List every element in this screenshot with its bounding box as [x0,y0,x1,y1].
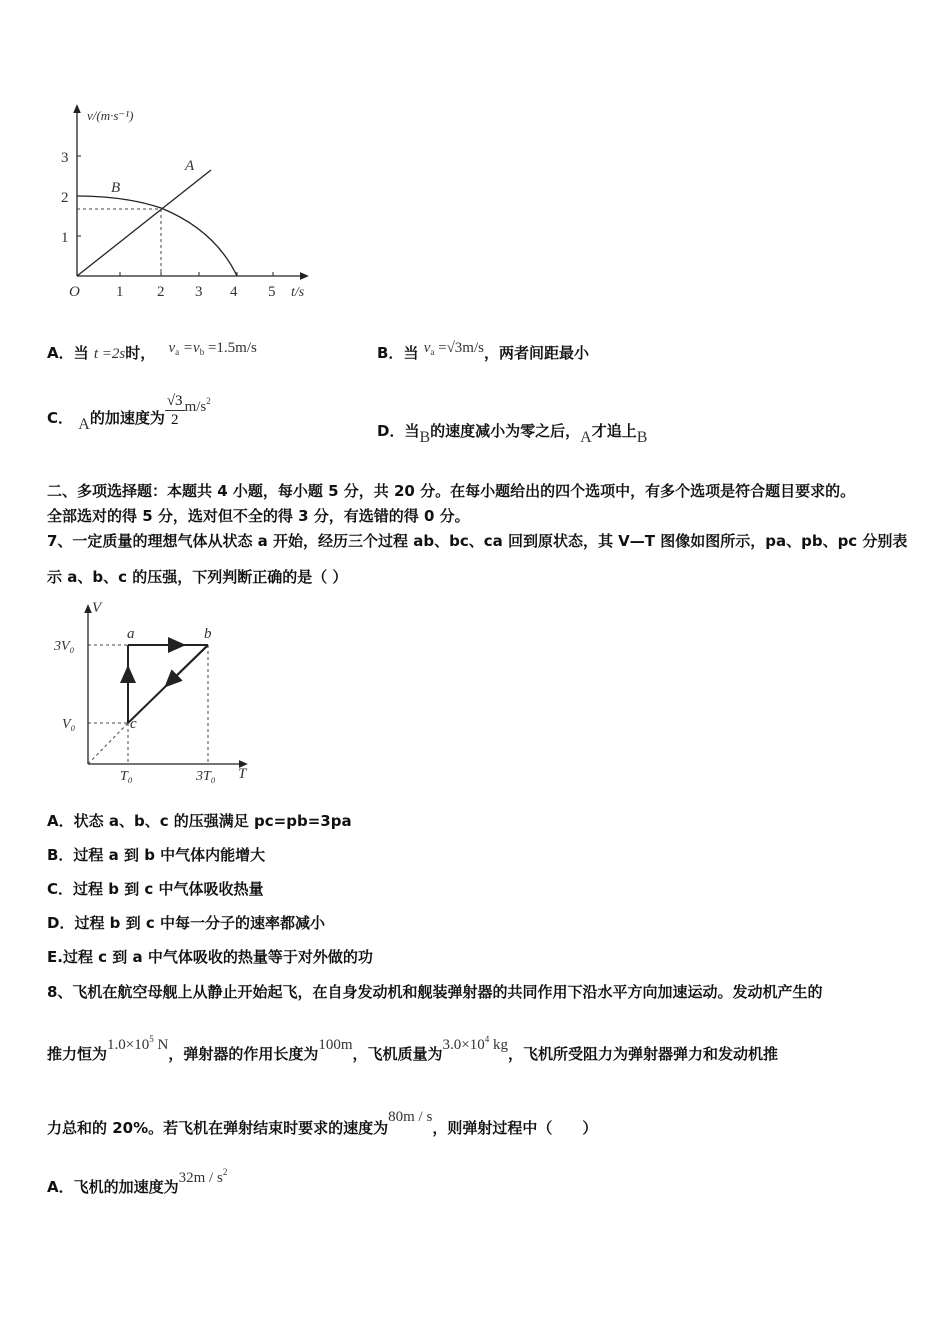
section2-line2: 全部选对的得 5 分，选对但不全的得 3 分，有选错的得 0 分。 [47,507,470,525]
q7-line2: 示 a、b、c 的压强，下列判断正确的是（ ） [47,568,348,586]
gas-point-c: c [130,716,137,732]
x-tick-4: 4 [230,284,238,300]
gas-x-tick-3t0: 3T₀ [196,769,216,784]
q8-line2: 推力恒为$1.0\times 10^5$ N，弹射器的作用长度为100m，飞机质量为$3.0\times 10^4$ kg，飞机所受阻力为弹射器弹力和发动机推 [47,1034,779,1063]
gas-point-b: b [204,626,212,642]
y-tick-3: 3 [61,150,69,166]
q8-option-a[interactable]: A．飞机的加速度为$32m / s^2$ [47,1167,228,1196]
section2-line1: 二、多项选择题：本题共 4 小题，每小题 5 分，共 20 分。在每小题给出的四个选项中，有多个选项是符合题目要求的。 [47,482,856,500]
q7-option-e[interactable]: E.过程 c 到 a 中气体吸收的热量等于对外做的功 [47,948,373,966]
x-tick-3: 3 [195,284,203,300]
curve-b [77,196,237,276]
gas-y-tick-v0: V₀ [62,717,76,732]
y-tick-1: 1 [61,230,69,246]
vt-graph [55,100,325,305]
y-axis-label: v/(m·s⁻¹) [87,108,134,123]
curve-a-label: A [185,158,195,174]
q8-line3: 力总和的 20%。若飞机在弹射结束时要求的速度为80m / s，则弹射过程中（ ） [47,1109,598,1137]
gas-y-tick-3v0: 3V₀ [54,639,75,654]
origin-label: O [69,284,80,300]
x-axis-label: t/s [291,285,305,300]
q8-line1: 8、飞机在航空母舰上从静止开始起飞，在自身发动机和舰装弹射器的共同作用下沿水平方向加速运动。发动机产生的 [47,983,823,1001]
x-tick-1: 1 [116,284,124,300]
gas-y-axis-label: V [92,600,102,616]
gas-point-a: a [127,626,135,642]
x-tick-2: 2 [157,284,165,300]
q6-option-b[interactable]: B．当 $v_a =√3m/s$，两者间距最小 [377,340,589,362]
q7-option-c[interactable]: C．过程 b 到 c 中气体吸收热量 [47,880,264,898]
q6-option-d[interactable]: D．当B的速度减小为零之后，A才追上B [377,422,648,446]
y-tick-2: 2 [61,190,69,206]
q7-option-d[interactable]: D．过程 b 到 c 中每一分子的速率都减小 [47,914,325,932]
vt-gas-graph [50,598,260,788]
q7-option-b[interactable]: B．过程 a 到 b 中气体内能增大 [47,846,266,864]
gas-x-tick-t0: T₀ [120,769,133,784]
gas-x-axis-label: T [238,766,247,782]
q6-option-a[interactable]: A．当 t =2s时， $v_a =v_b =1.5m/s$ [47,340,257,362]
q7-option-a[interactable]: A．状态 a、b、c 的压强满足 pc=pb=3pa [47,812,352,830]
curve-b-label: B [111,180,121,196]
x-tick-5: 5 [268,284,276,300]
q6-option-c[interactable]: C． A的加速度为 $\frac{√3}{2}$ $m/s^2$ [47,393,211,433]
q7-line1: 7、一定质量的理想气体从状态 a 开始，经历三个过程 ab、bc、ca 回到原状态，其 V—T 图像如图所示，pa、pb、pc 分别表 [47,532,908,550]
